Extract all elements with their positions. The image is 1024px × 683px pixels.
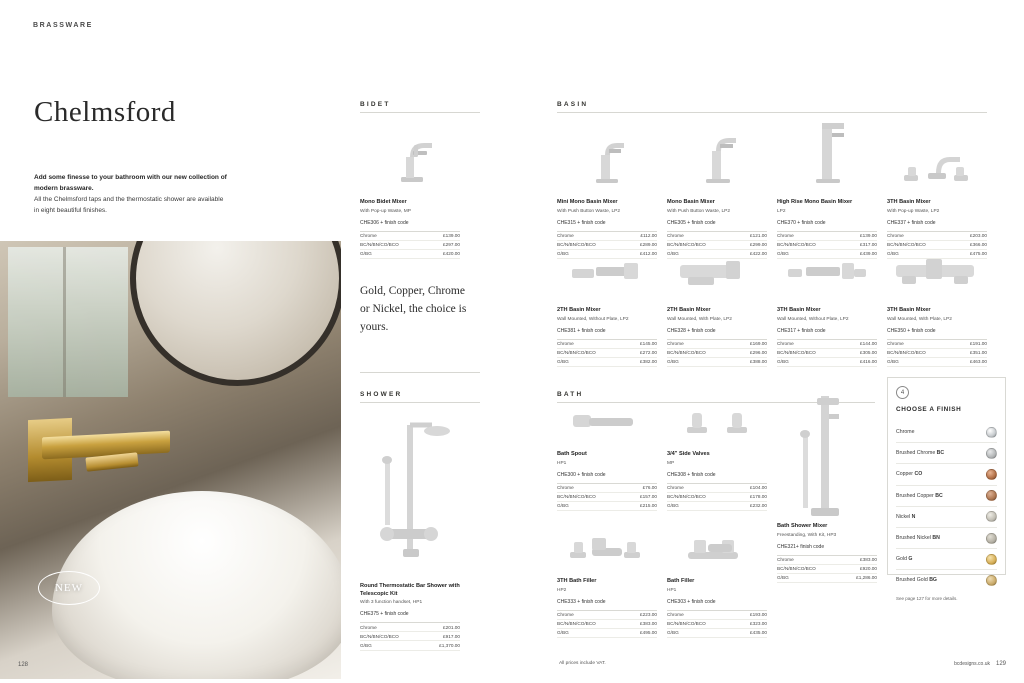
price-label: Chrome xyxy=(777,341,794,347)
price-value: £289.00 xyxy=(640,242,657,248)
price-value: £112.00 xyxy=(640,233,657,239)
product-card[interactable] xyxy=(777,118,877,259)
finish-code: BC xyxy=(936,450,945,457)
freestanding-bath-shower-mixer-icon xyxy=(787,396,867,518)
price-value: £193.00 xyxy=(750,612,767,618)
product-sub: Wall Mounted, Without Plate, LP2 xyxy=(777,316,849,322)
brassware-eyebrow: BRASSWARE xyxy=(33,22,93,29)
page-title: Chelmsford xyxy=(34,96,176,128)
price-row xyxy=(777,349,877,358)
price-value: £201.00 xyxy=(443,624,460,630)
price-value: £323.00 xyxy=(750,621,767,627)
price-table xyxy=(360,231,460,260)
price-row xyxy=(557,502,657,511)
price-label: BC/N/BN/CO/BCO xyxy=(557,350,596,356)
price-value: £76.00 xyxy=(642,485,657,491)
price-value: £463.00 xyxy=(970,359,987,365)
price-row xyxy=(887,232,987,241)
website-url[interactable]: bcdesigns.co.uk xyxy=(954,661,990,667)
price-row xyxy=(360,241,460,250)
3th-basin-mixer-icon xyxy=(894,127,980,192)
price-label: Chrome xyxy=(887,341,904,347)
page-number-left: 128 xyxy=(18,662,29,668)
product-code: CHE317 + finish code xyxy=(777,327,826,334)
price-label: G/BG xyxy=(667,503,679,509)
high-rise-mono-basin-mixer-icon xyxy=(792,113,862,192)
product-code: CHE381 + finish code xyxy=(557,327,606,334)
price-label: BC/N/BN/CO/BCO xyxy=(557,494,596,500)
product-image xyxy=(777,118,877,196)
price-label: BC/N/BN/CO/BCO xyxy=(887,242,926,248)
price-label: G/BG xyxy=(557,503,569,509)
finish-swatch-brushed-gold xyxy=(986,575,997,586)
finish-swatch-chrome xyxy=(986,427,997,438)
price-label: Chrome xyxy=(557,233,574,239)
price-label: G/BG xyxy=(777,575,789,581)
price-value: £435.00 xyxy=(750,630,767,636)
price-label: G/BG xyxy=(667,359,679,365)
price-label: BC/N/BN/CO/BCO xyxy=(557,621,596,627)
price-row xyxy=(887,241,987,250)
product-card[interactable] xyxy=(557,520,657,638)
price-value: £223.00 xyxy=(640,612,657,618)
finish-option-copper[interactable] xyxy=(896,464,997,485)
product-sub: MP xyxy=(667,460,675,466)
product-card[interactable] xyxy=(667,118,767,259)
finish-option-brushed-gold[interactable] xyxy=(896,570,997,590)
bathroom-photo xyxy=(0,241,341,679)
price-label: BC/N/BN/CO/BCO xyxy=(667,494,706,500)
price-row xyxy=(557,629,657,638)
price-row xyxy=(557,241,657,250)
product-sub: HP1 xyxy=(667,587,677,593)
price-label: BC/N/BN/CO/BCO xyxy=(360,242,399,248)
product-image xyxy=(667,520,767,575)
price-value: £144.00 xyxy=(860,341,877,347)
finish-label: Brushed Chrome xyxy=(896,450,936,457)
price-row xyxy=(667,611,767,620)
price-value: £169.00 xyxy=(750,341,767,347)
2th-wall-mixer-no-plate-icon xyxy=(564,255,650,300)
mono-bidet-mixer-icon xyxy=(373,127,447,192)
price-value: £420.00 xyxy=(443,251,460,257)
product-name: Mono Basin Mixer xyxy=(667,199,715,205)
product-card[interactable] xyxy=(360,408,460,651)
price-row xyxy=(777,340,877,349)
price-table xyxy=(667,610,767,639)
finish-code: G xyxy=(908,556,913,563)
product-code: CHE328 + finish code xyxy=(667,327,716,334)
price-label: G/BG xyxy=(667,251,679,257)
finish-code: BG xyxy=(929,577,937,584)
bath-filler-icon xyxy=(674,518,760,571)
product-card[interactable] xyxy=(557,118,657,259)
finish-code: CO xyxy=(914,471,923,478)
side-valves-icon xyxy=(677,405,757,444)
product-name: 3TH Basin Mixer xyxy=(887,199,931,205)
price-table xyxy=(360,622,460,651)
product-image xyxy=(777,256,877,304)
price-value: £388.00 xyxy=(750,359,767,365)
round-mirror-graphic xyxy=(130,241,341,386)
price-table xyxy=(667,483,767,512)
price-row xyxy=(777,241,877,250)
price-row xyxy=(667,484,767,493)
price-table xyxy=(557,610,657,639)
product-name: Bath Shower Mixer xyxy=(777,523,828,529)
product-sub: With Push Button Waste, LP2 xyxy=(557,208,621,214)
price-label: BC/N/BN/CO/BCO xyxy=(667,621,706,627)
price-label: Chrome xyxy=(360,624,377,630)
price-value: £305.00 xyxy=(860,350,877,356)
product-name: Bath Spout xyxy=(557,451,587,457)
product-name: 2TH Basin Mixer xyxy=(557,307,601,313)
product-name: 3TH Basin Mixer xyxy=(777,307,821,313)
price-table xyxy=(557,483,657,512)
product-code: CHE305 + finish code xyxy=(667,219,716,226)
price-label: Chrome xyxy=(777,233,794,239)
price-value: £920.00 xyxy=(860,566,877,572)
product-code: CHE375 + finish code xyxy=(360,611,409,618)
product-image xyxy=(667,118,767,196)
price-row xyxy=(667,493,767,502)
product-sub: HP1 xyxy=(557,460,567,466)
price-row xyxy=(777,574,877,583)
product-sub: With Pop-up Waste, LP2 xyxy=(887,208,940,214)
price-value: £382.00 xyxy=(640,359,657,365)
divider-bidet xyxy=(360,112,480,113)
price-value: £366.00 xyxy=(970,242,987,248)
finish-option-brushed-nickel[interactable] xyxy=(896,528,997,549)
price-table xyxy=(887,339,987,368)
product-name: 3TH Basin Mixer xyxy=(887,307,931,313)
page-number-right: 129 xyxy=(995,661,1006,667)
mono-basin-mixer-icon xyxy=(682,127,752,192)
round-thermostatic-bar-shower-icon xyxy=(365,403,455,576)
price-value: £416.00 xyxy=(860,359,877,365)
window-graphic xyxy=(8,247,128,397)
price-row xyxy=(667,620,767,629)
product-sub: HP2 xyxy=(557,587,567,593)
finish-swatch-nickel xyxy=(986,511,997,522)
price-value: £1,286.00 xyxy=(856,575,877,581)
price-row xyxy=(557,340,657,349)
product-sub: LP2 xyxy=(777,208,786,214)
price-table xyxy=(557,339,657,368)
3th-wall-mixer-with-plate-icon xyxy=(892,255,982,300)
price-label: BC/N/BN/CO/BCO xyxy=(360,633,399,639)
price-row xyxy=(557,349,657,358)
price-label: G/BG xyxy=(557,630,569,636)
product-name: High Rise Mono Basin Mixer xyxy=(777,199,853,205)
product-image xyxy=(557,408,657,448)
price-label: BC/N/BN/CO/BCO xyxy=(887,350,926,356)
price-row xyxy=(887,340,987,349)
price-row xyxy=(777,556,877,565)
price-row xyxy=(557,493,657,502)
price-label: G/BG xyxy=(360,643,372,649)
product-card[interactable] xyxy=(557,256,657,367)
price-row xyxy=(360,623,460,632)
intro-text: All the Chelmsford taps and the thermostatic shower are available in eight beautiful finishes. xyxy=(34,196,224,215)
price-row xyxy=(557,484,657,493)
product-image xyxy=(887,256,987,304)
section-heading-shower: SHOWER xyxy=(360,391,403,398)
product-name: Bath Filler xyxy=(667,578,695,584)
product-name: 2TH Basin Mixer xyxy=(667,307,711,313)
product-name: Round Thermostatic Bar Shower with Telescopic Kit xyxy=(360,583,460,597)
price-label: BC/N/BN/CO/BCO xyxy=(777,242,816,248)
price-value: £145.00 xyxy=(640,341,657,347)
product-name: 3/4" Side Valves xyxy=(667,451,710,457)
product-code: CHE308 + finish code xyxy=(667,471,716,478)
price-value: £383.00 xyxy=(640,621,657,627)
price-label: Chrome xyxy=(667,612,684,618)
product-code: CHE306 + finish code xyxy=(360,219,409,226)
product-card[interactable] xyxy=(777,520,877,583)
product-card[interactable] xyxy=(557,408,657,511)
product-code: CHE300 + finish code xyxy=(557,471,606,478)
price-row xyxy=(557,232,657,241)
finish-label: Gold xyxy=(896,556,907,563)
product-code: CHE370 + finish code xyxy=(777,219,826,226)
price-label: BC/N/BN/CO/BCO xyxy=(777,566,816,572)
price-row xyxy=(667,232,767,241)
price-value: £232.00 xyxy=(750,503,767,509)
product-image xyxy=(887,118,987,196)
intro-bold-text: Add some finesse to your bathroom with our new collection of modern brassware. xyxy=(34,174,227,193)
price-value: £475.00 xyxy=(970,251,987,257)
finish-option-chrome[interactable] xyxy=(896,422,997,443)
product-image xyxy=(360,118,460,196)
finish-label: Nickel xyxy=(896,513,911,520)
price-label: Chrome xyxy=(777,557,794,563)
product-card[interactable] xyxy=(777,256,877,367)
price-label: G/BG xyxy=(667,630,679,636)
price-label: G/BG xyxy=(887,359,899,365)
price-label: G/BG xyxy=(360,251,372,257)
finish-label: Copper xyxy=(896,471,914,478)
price-label: G/BG xyxy=(557,251,569,257)
finish-option-brushed-copper[interactable] xyxy=(896,486,997,507)
price-value: £439.00 xyxy=(860,251,877,257)
price-label: G/BG xyxy=(777,251,789,257)
section-heading-basin: BASIN xyxy=(557,101,589,108)
price-value: £191.00 xyxy=(970,341,987,347)
price-row xyxy=(777,358,877,367)
price-table xyxy=(667,339,767,368)
price-value: £104.00 xyxy=(750,485,767,491)
finish-option-brushed-chrome[interactable] xyxy=(896,443,997,464)
divider-quote xyxy=(360,372,480,373)
finish-options-list xyxy=(888,422,1005,601)
product-name: Mono Bidet Mixer xyxy=(360,199,407,205)
bath-spout-icon xyxy=(567,405,647,444)
product-sub: Wall Mounted, With Plate, LP2 xyxy=(887,316,952,322)
product-card[interactable] xyxy=(360,118,460,259)
finish-note: See page 127 for more details. xyxy=(896,595,958,601)
price-row xyxy=(667,340,767,349)
price-row xyxy=(360,232,460,241)
product-card[interactable] xyxy=(887,118,987,259)
price-value: £297.00 xyxy=(443,242,460,248)
price-label: G/BG xyxy=(887,251,899,257)
choose-a-finish-panel xyxy=(887,377,1006,601)
left-page xyxy=(0,0,341,683)
price-value: £139.00 xyxy=(443,233,460,239)
price-label: BC/N/BN/CO/BCO xyxy=(777,350,816,356)
price-label: Chrome xyxy=(557,612,574,618)
product-image xyxy=(557,118,657,196)
product-image xyxy=(360,408,460,580)
new-badge: NEW xyxy=(38,571,100,605)
price-row xyxy=(557,611,657,620)
pull-quote: Gold, Copper, Chrome or Nickel, the choice is yours. xyxy=(360,285,467,333)
price-value: £215.00 xyxy=(640,503,657,509)
product-code: CHE303 + finish code xyxy=(667,598,716,605)
product-code: CHE350 + finish code xyxy=(887,327,936,334)
finish-swatch-brushed-chrome xyxy=(986,448,997,459)
finish-code: BC xyxy=(935,492,943,499)
product-card[interactable] xyxy=(887,256,987,367)
price-row xyxy=(777,565,877,574)
price-value: £203.00 xyxy=(970,233,987,239)
price-label: G/BG xyxy=(557,359,569,365)
divider-basin xyxy=(557,112,987,113)
product-code: CHE333 + finish code xyxy=(557,598,606,605)
price-value: £495.00 xyxy=(640,630,657,636)
price-label: G/BG xyxy=(777,359,789,365)
2th-wall-mixer-with-plate-icon xyxy=(674,255,760,300)
finish-label: Brushed Nickel xyxy=(896,535,931,542)
section-heading-bath: BATH xyxy=(557,391,584,398)
finish-code: N xyxy=(911,513,916,520)
product-card[interactable] xyxy=(667,408,767,511)
price-table xyxy=(777,555,877,584)
product-name: 3TH Bath Filler xyxy=(557,578,597,584)
price-label: BC/N/BN/CO/BCO xyxy=(667,242,706,248)
price-label: Chrome xyxy=(557,485,574,491)
product-sub: Freestanding, With Kit, HP3 xyxy=(777,532,837,538)
product-code: CHE337 + finish code xyxy=(887,219,936,226)
price-value: £178.00 xyxy=(750,494,767,500)
price-row xyxy=(667,629,767,638)
finish-label: Chrome xyxy=(896,429,915,436)
finish-option-nickel[interactable] xyxy=(896,507,997,528)
price-label: BC/N/BN/CO/BCO xyxy=(667,350,706,356)
price-row xyxy=(777,232,877,241)
price-row xyxy=(667,358,767,367)
finish-swatch-gold xyxy=(986,554,997,565)
price-label: Chrome xyxy=(667,485,684,491)
product-sub: With 3 function handset, HP1 xyxy=(360,600,423,606)
price-label: Chrome xyxy=(887,233,904,239)
3th-wall-mixer-no-plate-icon xyxy=(784,255,870,300)
price-label: Chrome xyxy=(667,233,684,239)
product-image xyxy=(557,520,657,575)
price-row xyxy=(360,641,460,650)
product-name: Mini Mono Basin Mixer xyxy=(557,199,618,205)
price-label: Chrome xyxy=(360,233,377,239)
price-label: Chrome xyxy=(557,341,574,347)
finish-code: BN xyxy=(932,535,940,542)
price-table xyxy=(777,339,877,368)
mini-mono-basin-mixer-icon xyxy=(572,127,642,192)
price-row xyxy=(557,620,657,629)
price-value: £121.00 xyxy=(750,233,767,239)
product-image xyxy=(667,408,767,448)
price-row xyxy=(360,632,460,641)
price-value: £917.00 xyxy=(443,633,460,639)
price-value: £317.00 xyxy=(860,242,877,248)
price-label: BC/N/BN/CO/BCO xyxy=(557,242,596,248)
finish-label: Brushed Copper xyxy=(896,492,934,499)
price-row xyxy=(557,358,657,367)
price-value: £157.00 xyxy=(640,494,657,500)
price-value: £351.00 xyxy=(970,350,987,356)
finish-label: Brushed Gold xyxy=(896,577,928,584)
price-value: £412.00 xyxy=(640,251,657,257)
product-image xyxy=(557,256,657,304)
vat-note: All prices include VAT. xyxy=(559,661,606,666)
price-row xyxy=(667,241,767,250)
finish-swatch-brushed-nickel xyxy=(986,533,997,544)
price-row xyxy=(360,250,460,259)
price-value: £296.00 xyxy=(750,350,767,356)
price-value: £272.00 xyxy=(640,350,657,356)
product-code: CHE315 + finish code xyxy=(557,219,606,226)
product-code: CHE321+ finish code xyxy=(777,543,825,550)
step-number-badge: 4 xyxy=(896,386,909,399)
3th-bath-filler-icon xyxy=(564,518,650,571)
product-sub: Wall Mounted, With Plate, LP2 xyxy=(667,316,732,322)
price-value: £299.00 xyxy=(750,242,767,248)
price-row xyxy=(667,502,767,511)
product-card[interactable] xyxy=(667,520,767,638)
finish-swatch-brushed-copper xyxy=(986,490,997,501)
section-heading-bidet: BIDET xyxy=(360,101,391,108)
product-card[interactable] xyxy=(667,256,767,367)
price-value: £422.00 xyxy=(750,251,767,257)
price-value: £383.00 xyxy=(860,557,877,563)
finish-swatch-copper xyxy=(986,469,997,480)
finish-option-gold[interactable] xyxy=(896,549,997,570)
product-sub: With Push Button Waste, LP2 xyxy=(667,208,731,214)
product-image xyxy=(667,256,767,304)
product-sub: With Pop-up Waste, MP xyxy=(360,208,412,214)
product-sub: Wall Mounted, Without Plate, LP2 xyxy=(557,316,629,322)
price-row xyxy=(887,358,987,367)
price-row xyxy=(887,349,987,358)
finish-panel-heading: CHOOSE A FINISH xyxy=(896,406,962,413)
price-value: £139.00 xyxy=(860,233,877,239)
price-label: Chrome xyxy=(667,341,684,347)
price-value: £1,370.00 xyxy=(439,643,460,649)
price-row xyxy=(667,349,767,358)
right-page xyxy=(341,0,1024,683)
